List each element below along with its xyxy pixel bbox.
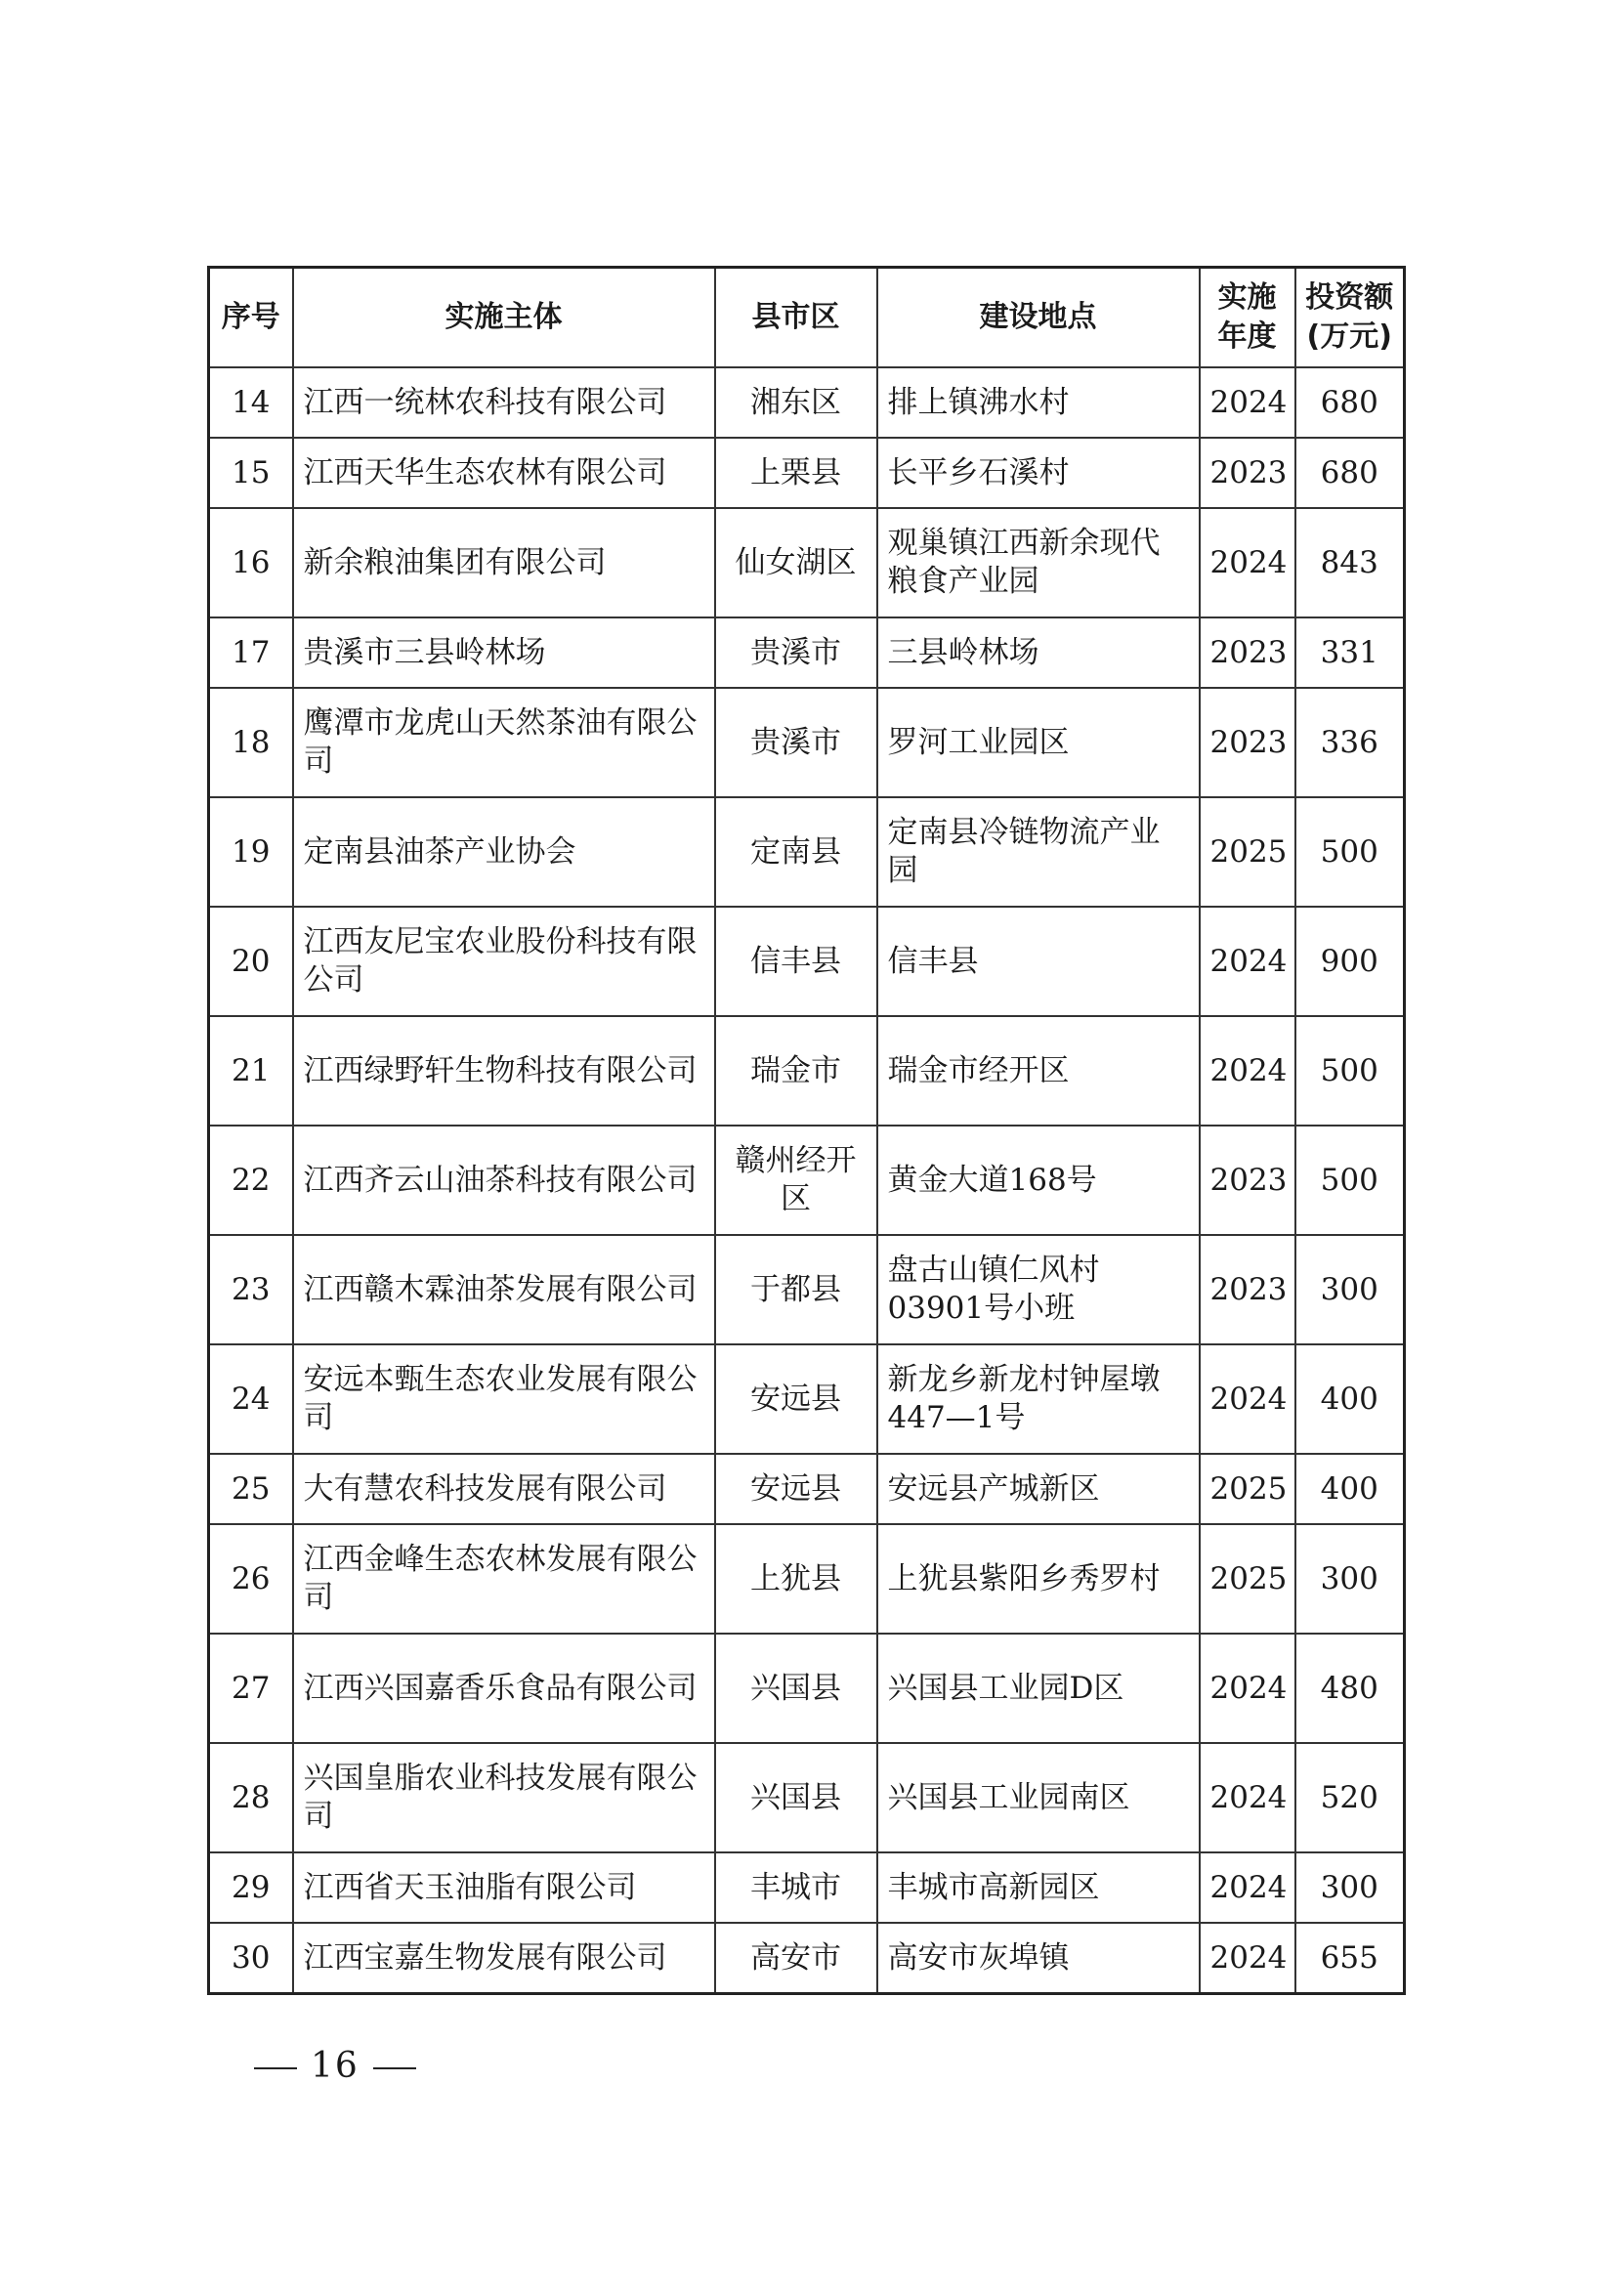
- cell-investment: 400: [1295, 1344, 1405, 1454]
- cell-no: 16: [209, 508, 293, 617]
- cell-year: 2024: [1200, 508, 1295, 617]
- cell-investment: 520: [1295, 1743, 1405, 1852]
- cell-county: 湘东区: [715, 367, 877, 438]
- cell-entity: 江西友尼宝农业股份科技有限公司: [293, 907, 715, 1016]
- header-investment-line2: (万元): [1306, 319, 1392, 354]
- cell-no: 24: [209, 1344, 293, 1454]
- cell-location: 安远县产城新区: [877, 1454, 1200, 1524]
- cell-no: 20: [209, 907, 293, 1016]
- cell-location: 长平乡石溪村: [877, 438, 1200, 508]
- table-row: [209, 438, 1405, 508]
- cell-location: 高安市灰埠镇: [877, 1923, 1200, 1994]
- cell-county: 上犹县: [715, 1524, 877, 1634]
- cell-county: 兴国县: [715, 1634, 877, 1743]
- cell-year: 2024: [1200, 1852, 1295, 1923]
- cell-year: 2025: [1200, 1454, 1295, 1524]
- table-row: [209, 1923, 1405, 1994]
- cell-location: 黄金大道168号: [877, 1126, 1200, 1235]
- cell-investment: 680: [1295, 438, 1405, 508]
- cell-year: 2024: [1200, 1344, 1295, 1454]
- header-year-line2: 年度: [1217, 319, 1277, 354]
- cell-county: 贵溪市: [715, 688, 877, 797]
- cell-county: 上栗县: [715, 438, 877, 508]
- table-row: [209, 617, 1405, 688]
- cell-no: 29: [209, 1852, 293, 1923]
- cell-entity: 江西齐云山油茶科技有限公司: [293, 1126, 715, 1235]
- header-no: 序号: [209, 268, 293, 368]
- cell-investment: 500: [1295, 1016, 1405, 1126]
- cell-year: 2023: [1200, 438, 1295, 508]
- cell-entity: 兴国皇脂农业科技发展有限公司: [293, 1743, 715, 1852]
- table-row: [209, 907, 1405, 1016]
- cell-no: 17: [209, 617, 293, 688]
- cell-investment: 843: [1295, 508, 1405, 617]
- table-row: [209, 1344, 1405, 1454]
- header-entity: 实施主体: [293, 268, 715, 368]
- cell-entity: 江西省天玉油脂有限公司: [293, 1852, 715, 1923]
- cell-location: 观巢镇江西新余现代粮食产业园: [877, 508, 1200, 617]
- header-location: 建设地点: [877, 268, 1200, 368]
- cell-county: 赣州经开区: [715, 1126, 877, 1235]
- cell-no: 25: [209, 1454, 293, 1524]
- cell-county: 丰城市: [715, 1852, 877, 1923]
- table-row: [209, 1743, 1405, 1852]
- header-year-line1: 实施: [1217, 280, 1277, 315]
- cell-no: 30: [209, 1923, 293, 1994]
- cell-no: 19: [209, 797, 293, 907]
- cell-county: 安远县: [715, 1344, 877, 1454]
- cell-no: 27: [209, 1634, 293, 1743]
- cell-location: 定南县冷链物流产业园: [877, 797, 1200, 907]
- cell-location: 信丰县: [877, 907, 1200, 1016]
- cell-entity: 新余粮油集团有限公司: [293, 508, 715, 617]
- cell-investment: 900: [1295, 907, 1405, 1016]
- header-investment: [1295, 268, 1405, 368]
- cell-investment: 480: [1295, 1634, 1405, 1743]
- table-row: [209, 1852, 1405, 1923]
- page-footer: [240, 2046, 430, 2086]
- cell-year: 2024: [1200, 1634, 1295, 1743]
- cell-no: 23: [209, 1235, 293, 1344]
- cell-county: 仙女湖区: [715, 508, 877, 617]
- cell-no: 14: [209, 367, 293, 438]
- header-county: 县市区: [715, 268, 877, 368]
- cell-entity: 江西天华生态农林有限公司: [293, 438, 715, 508]
- cell-no: 28: [209, 1743, 293, 1852]
- cell-entity: 江西绿野轩生物科技有限公司: [293, 1016, 715, 1126]
- cell-year: 2024: [1200, 1923, 1295, 1994]
- table-row: [209, 1235, 1405, 1344]
- cell-location: 兴国县工业园D区: [877, 1634, 1200, 1743]
- table-row: [209, 1524, 1405, 1634]
- cell-location: 新龙乡新龙村钟屋墩447—1号: [877, 1344, 1200, 1454]
- cell-investment: 300: [1295, 1524, 1405, 1634]
- cell-entity: 鹰潭市龙虎山天然茶油有限公司: [293, 688, 715, 797]
- cell-year: 2023: [1200, 617, 1295, 688]
- cell-year: 2024: [1200, 367, 1295, 438]
- cell-investment: 336: [1295, 688, 1405, 797]
- cell-county: 信丰县: [715, 907, 877, 1016]
- cell-county: 于都县: [715, 1235, 877, 1344]
- cell-location: 排上镇沸水村: [877, 367, 1200, 438]
- page-number: 16: [311, 2046, 360, 2086]
- cell-entity: 贵溪市三县岭林场: [293, 617, 715, 688]
- table-header-row: [209, 268, 1405, 368]
- cell-year: 2023: [1200, 688, 1295, 797]
- cell-location: 丰城市高新园区: [877, 1852, 1200, 1923]
- footer-dash-left: [254, 2067, 297, 2069]
- cell-location: 瑞金市经开区: [877, 1016, 1200, 1126]
- cell-year: 2023: [1200, 1126, 1295, 1235]
- header-year: [1200, 268, 1295, 368]
- table-row: [209, 1126, 1405, 1235]
- cell-entity: 江西金峰生态农林发展有限公司: [293, 1524, 715, 1634]
- cell-entity: 江西兴国嘉香乐食品有限公司: [293, 1634, 715, 1743]
- cell-no: 26: [209, 1524, 293, 1634]
- project-table: [207, 266, 1406, 1995]
- cell-entity: 江西宝嘉生物发展有限公司: [293, 1923, 715, 1994]
- cell-entity: 大有慧农科技发展有限公司: [293, 1454, 715, 1524]
- cell-county: 兴国县: [715, 1743, 877, 1852]
- cell-entity: 江西一统林农科技有限公司: [293, 367, 715, 438]
- table-row: [209, 688, 1405, 797]
- cell-no: 21: [209, 1016, 293, 1126]
- cell-investment: 500: [1295, 797, 1405, 907]
- cell-year: 2023: [1200, 1235, 1295, 1344]
- cell-entity: 江西赣木霖油茶发展有限公司: [293, 1235, 715, 1344]
- cell-investment: 300: [1295, 1235, 1405, 1344]
- cell-year: 2025: [1200, 797, 1295, 907]
- cell-year: 2024: [1200, 1743, 1295, 1852]
- table-row: [209, 797, 1405, 907]
- cell-year: 2025: [1200, 1524, 1295, 1634]
- cell-location: 兴国县工业园南区: [877, 1743, 1200, 1852]
- cell-no: 18: [209, 688, 293, 797]
- cell-county: 贵溪市: [715, 617, 877, 688]
- table-row: [209, 1634, 1405, 1743]
- cell-investment: 655: [1295, 1923, 1405, 1994]
- table-row: [209, 1454, 1405, 1524]
- cell-investment: 300: [1295, 1852, 1405, 1923]
- cell-county: 高安市: [715, 1923, 877, 1994]
- table-row: [209, 367, 1405, 438]
- cell-no: 15: [209, 438, 293, 508]
- table-row: [209, 1016, 1405, 1126]
- cell-location: 罗河工业园区: [877, 688, 1200, 797]
- cell-county: 定南县: [715, 797, 877, 907]
- cell-investment: 331: [1295, 617, 1405, 688]
- footer-dash-right: [373, 2067, 416, 2069]
- cell-investment: 400: [1295, 1454, 1405, 1524]
- cell-entity: 定南县油茶产业协会: [293, 797, 715, 907]
- cell-entity: 安远本甄生态农业发展有限公司: [293, 1344, 715, 1454]
- cell-year: 2024: [1200, 1016, 1295, 1126]
- cell-county: 安远县: [715, 1454, 877, 1524]
- cell-investment: 680: [1295, 367, 1405, 438]
- table-row: [209, 508, 1405, 617]
- cell-location: 上犹县紫阳乡秀罗村: [877, 1524, 1200, 1634]
- cell-location: 三县岭林场: [877, 617, 1200, 688]
- cell-county: 瑞金市: [715, 1016, 877, 1126]
- header-investment-line1: 投资额: [1305, 280, 1394, 315]
- cell-year: 2024: [1200, 907, 1295, 1016]
- cell-location: 盘古山镇仁风村03901号小班: [877, 1235, 1200, 1344]
- cell-investment: 500: [1295, 1126, 1405, 1235]
- cell-no: 22: [209, 1126, 293, 1235]
